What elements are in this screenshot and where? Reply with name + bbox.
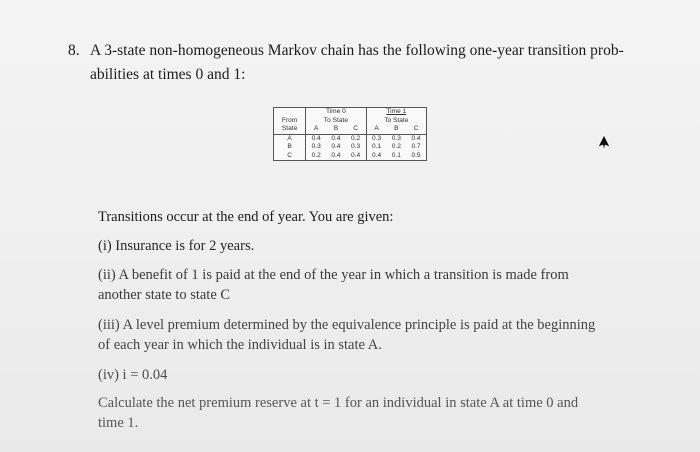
time0-header: Time 0 [306, 108, 366, 117]
question-number: 8. [68, 42, 80, 59]
given-item-ii-line-2: another state to state C [98, 287, 231, 303]
time1-header [366, 108, 426, 117]
question-ask-line-1: Calculate the net premium reserve at t = 1 for an individual in state A at time 0 and [98, 395, 579, 411]
table-row [274, 143, 427, 152]
cell: 0.4 [366, 152, 386, 161]
cell: 0.2 [391, 143, 401, 150]
cell: 0.4 [346, 152, 366, 161]
state-label: State [274, 125, 306, 134]
given-item-i: (i) Insurance is for 2 years. [98, 238, 255, 254]
cell: 0.3 [366, 134, 386, 143]
transition-probability-table [273, 107, 427, 161]
mouse-pointer-icon [596, 134, 612, 152]
cell: 0.4 [406, 134, 426, 143]
col-header: B [326, 125, 346, 134]
to-state-header-time1: To State [366, 117, 426, 126]
time1-header-text: Time 1 [386, 108, 407, 115]
col-header: C [406, 125, 426, 134]
table-row [274, 134, 427, 143]
cell: 0.2 [306, 152, 326, 161]
row-state: B [274, 143, 306, 152]
cell: 0.1 [387, 152, 407, 161]
question-ask-line-2: time 1. [98, 415, 139, 431]
given-item-iv: (iv) i = 0.04 [98, 367, 168, 383]
intro-text: Transitions occur at the end of year. You are given: [98, 209, 394, 225]
col-header: A [366, 125, 386, 134]
col-header: C [346, 125, 366, 134]
given-item-iii-line-2: of each year in which the individual is in state A. [98, 337, 382, 353]
row-state: C [274, 152, 306, 161]
problem-body [98, 207, 658, 433]
table-row [274, 152, 427, 161]
cell: 0.4 [306, 134, 326, 143]
cell: 0.3 [351, 143, 361, 150]
cell: 0.3 [306, 143, 326, 152]
cell: 0.2 [351, 134, 361, 142]
to-state-header-time0: To State [306, 117, 366, 126]
given-item-ii [98, 265, 658, 305]
cell: 0.5 [406, 152, 426, 161]
row-state: A [274, 134, 306, 143]
cell: 0.4 [331, 134, 341, 142]
question-line-1: A 3-state non-homogeneous Markov chain has the following one-year transition prob- [90, 42, 624, 59]
given-item-iii-line-1: (iii) A level premium determined by the equivalence principle is paid at the beginning [98, 317, 596, 333]
question-header [68, 39, 658, 87]
cell: 0.7 [406, 143, 426, 152]
cell: 0.3 [391, 134, 401, 142]
given-item-iii [98, 315, 658, 355]
question-line-2: abilities at times 0 and 1: [90, 66, 246, 83]
cell: 0.4 [331, 143, 341, 150]
given-item-ii-line-1: (ii) A benefit of 1 is paid at the end of the year in which a transition is made from [98, 267, 569, 283]
question-ask [98, 393, 658, 433]
cell: 0.4 [326, 152, 346, 161]
col-header: B [387, 125, 407, 134]
cell: 0.1 [366, 143, 386, 152]
col-header: A [306, 125, 326, 134]
from-label: From [274, 117, 306, 126]
